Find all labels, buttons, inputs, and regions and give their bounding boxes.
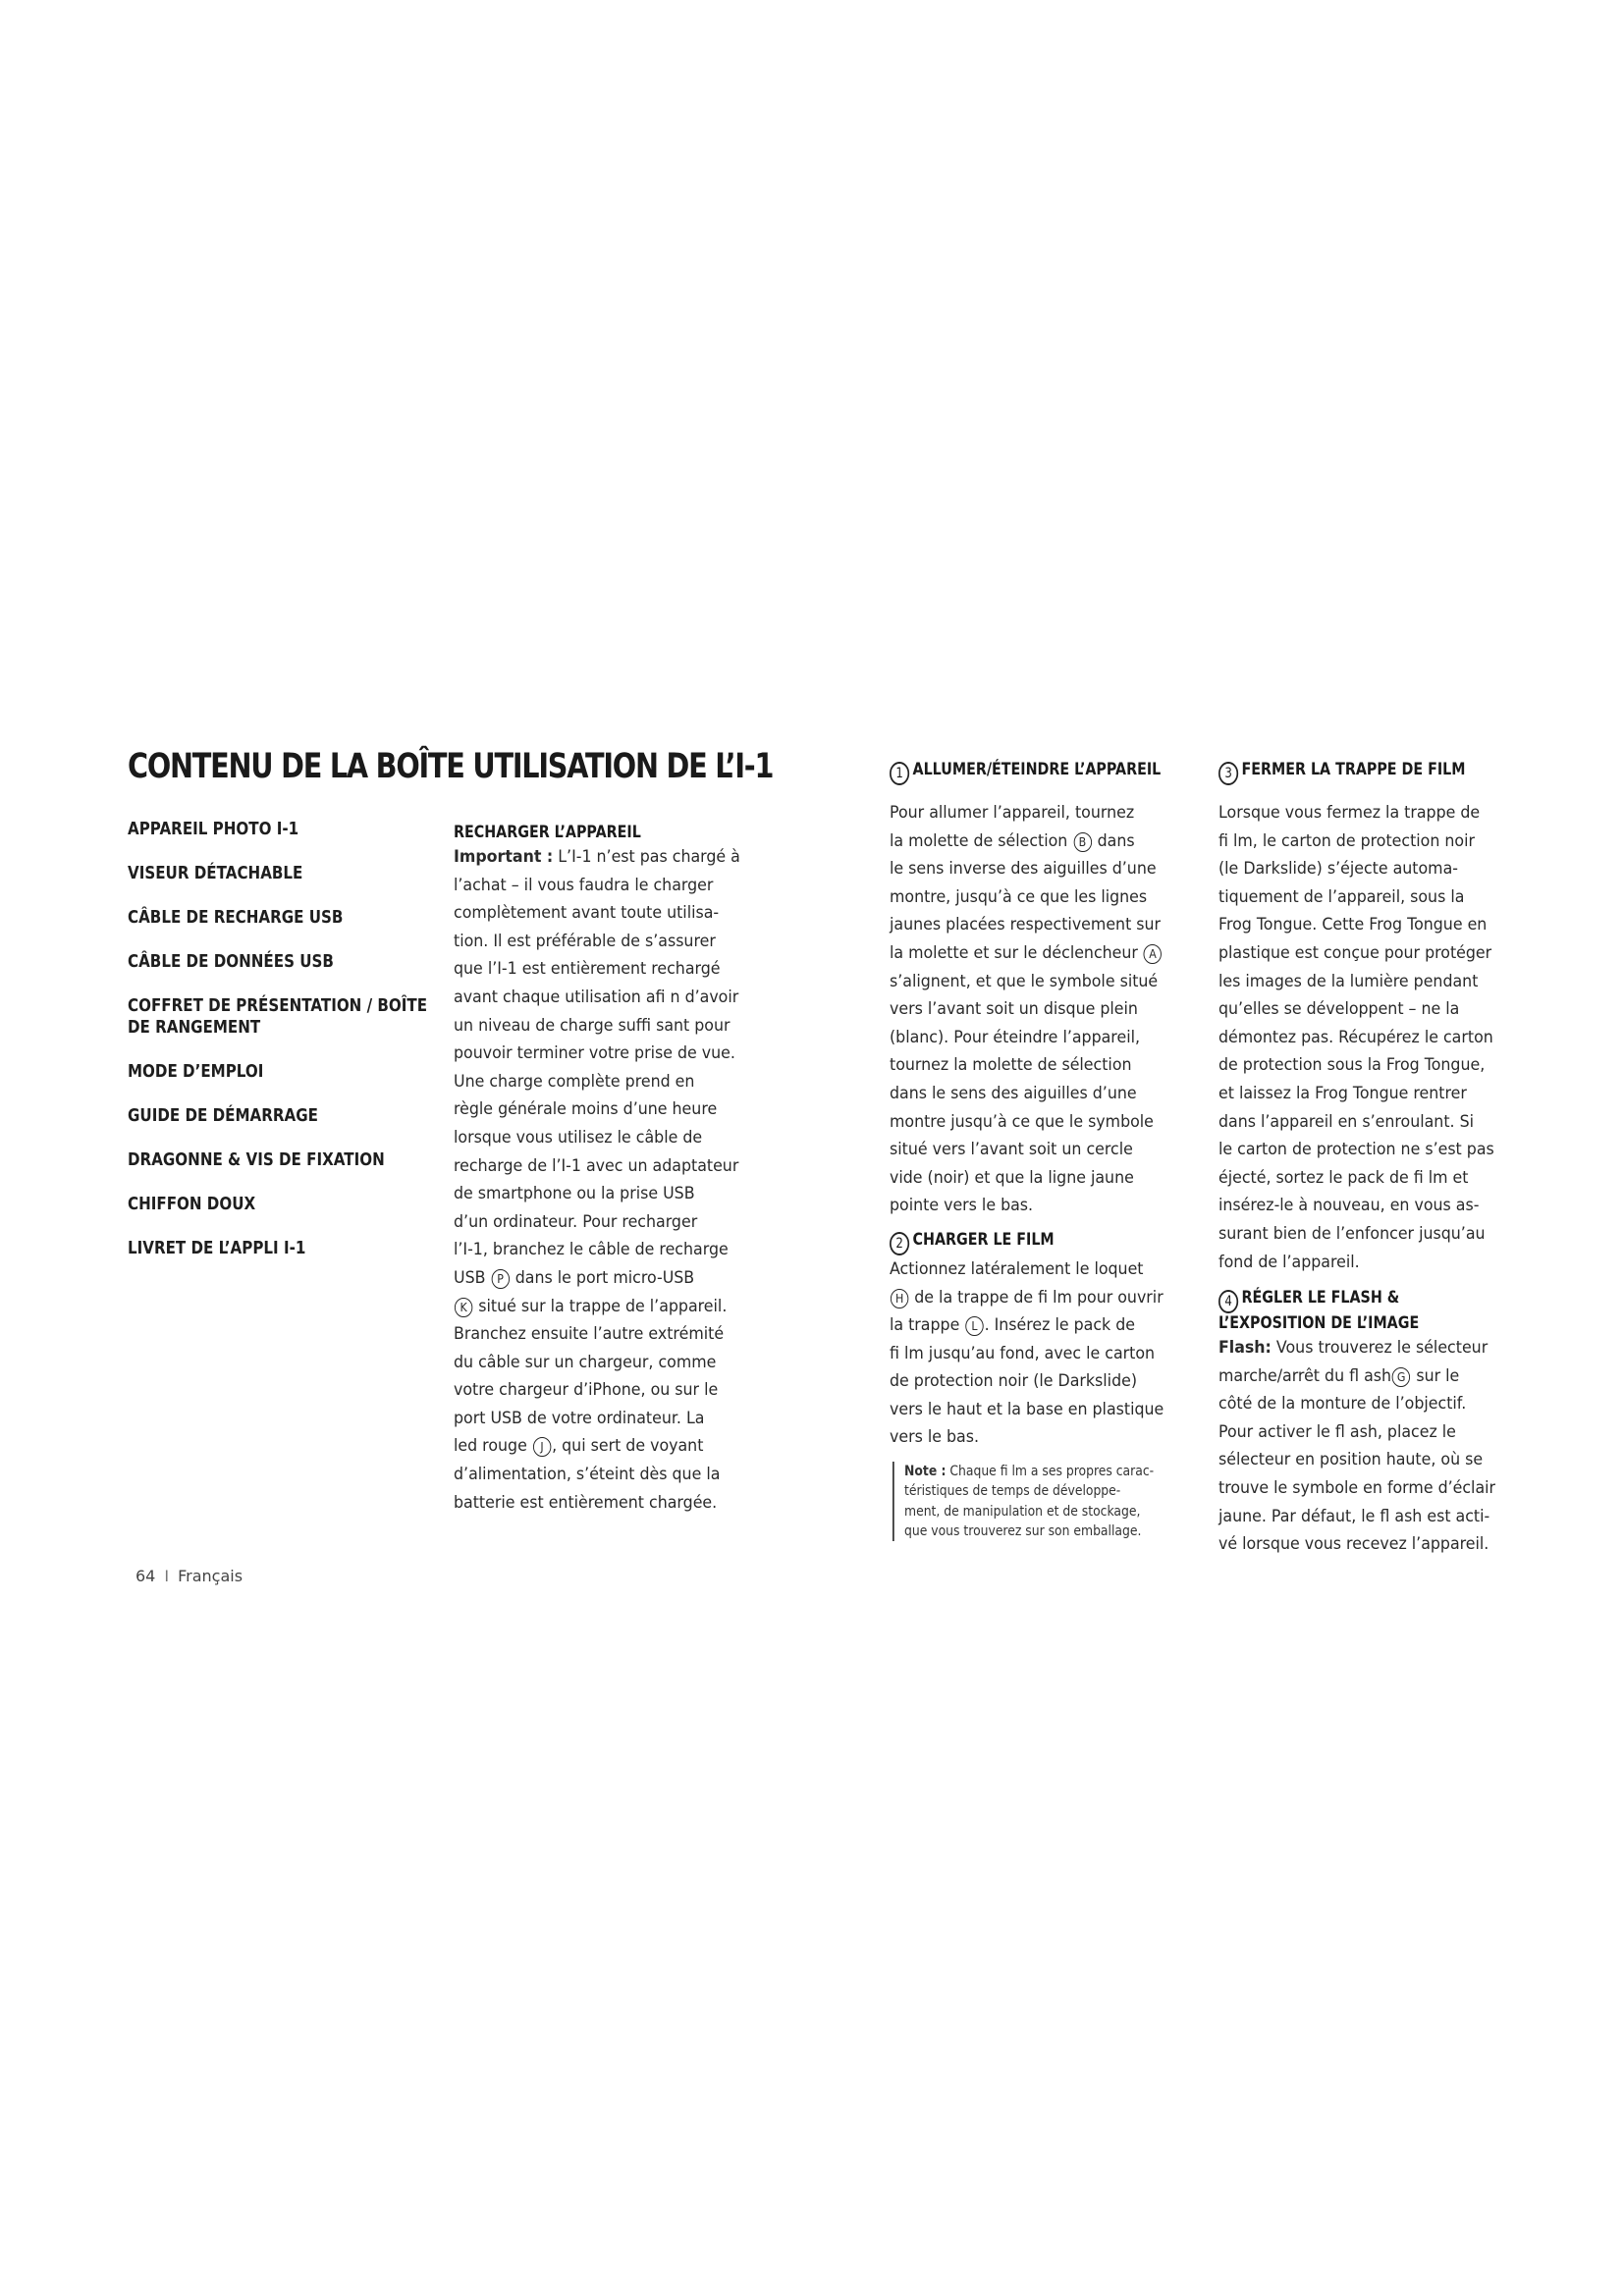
- box-item: VISEUR DÉTACHABLE: [128, 863, 303, 883]
- step-3-icon: 3: [1218, 762, 1238, 785]
- section1-text: Pour allumer l’appareil, tournez la molette de sélection B dans le sens inverse des aiguilles d’une montre, jusqu’à ce que les lignes jaunes placées respectivement sur la molette et sur le déclencheur A s’alignent, et que le symbole situé vers l’avant soit un disque plein (blanc). Pour éteindre l’appareil, tournez la molette de sélection dans le sens des aiguilles d’une montre jusqu’à ce que le symbole situé vers l’avant soit un cercle vide (noir) et que la ligne jaune pointe vers le bas.: [890, 803, 1162, 1216]
- box-item: CÂBLE DE RECHARGE USB: [128, 907, 344, 928]
- recharge-title: RECHARGER L’APPAREIL: [454, 823, 641, 842]
- ref-k-icon: K: [455, 1298, 472, 1317]
- step-2-icon: 2: [890, 1232, 909, 1255]
- ref-l-icon: L: [965, 1316, 983, 1336]
- ref-g-icon: G: [1392, 1367, 1410, 1387]
- box-item: CÂBLE DE DONNÉES USB: [128, 951, 334, 972]
- box-contents-list: [128, 819, 428, 1282]
- footer-separator: I: [164, 1567, 170, 1585]
- page-heading: CONTENU DE LA BOÎTE UTILISATION DE L’I-1: [128, 747, 774, 786]
- step-1-icon: 1: [890, 762, 909, 785]
- important-label: Important :: [454, 847, 554, 867]
- page-number: 64: [135, 1567, 156, 1585]
- flash-label: Flash:: [1218, 1338, 1272, 1359]
- note-label: Note :: [904, 1464, 947, 1480]
- film-note: Note : Chaque fi lm a ses propres carac- téristiques de temps de développe- ment, de manipulation et de stockage, que vous trouverez sur son emballage.: [893, 1462, 1191, 1541]
- section4-title: 4 RÉGLER LE FLASH & L’EXPOSITION DE L’IMAGE: [1218, 1288, 1420, 1334]
- sections-3-4: [1218, 760, 1523, 1559]
- section3-title: 3 FERMER LA TRAPPE DE FILM: [1218, 760, 1474, 785]
- section2-title: 2 CHARGER LE FILM: [890, 1230, 1137, 1255]
- section3-text: Lorsque vous fermez la trappe de fi lm, le carton de protection noir (le Darkslide) s’éjecte automa- tiquement de l’appareil, sous la Frog Tongue. Cette Frog Tongue en plastique est conçue pour protéger les images de la lumière pendant qu’elles se développent – ne la démontez pas. Récupérez le carton de protection sous la Frog Tongue, et laissez la Frog Tongue rentrer dans l’appareil en s’enroulant. Si le carton de protection ne s’est pas éjecté, sortez le pack de fi lm et insérez-le à nouveau, en vous as- surant bien de l’enfoncer jusqu’au fond de l’appareil.: [1218, 803, 1494, 1272]
- footer-language: Français: [178, 1567, 244, 1585]
- box-item: GUIDE DE DÉMARRAGE: [128, 1105, 318, 1126]
- box-item: CHIFFON DOUX: [128, 1194, 256, 1214]
- ref-a-icon: A: [1144, 944, 1162, 964]
- box-item: MODE D’EMPLOI: [128, 1061, 264, 1082]
- box-item: DRAGONNE & VIS DE FIXATION: [128, 1149, 385, 1170]
- box-item: COFFRET DE PRÉSENTATION / BOÎTE DE RANGEMENT: [128, 995, 428, 1038]
- recharge-text: Important : L’I-1 n’est pas chargé à l’achat – il vous faudra le charger complètement avant toute utilisa- tion. Il est préférable de s’assurer que l’I-1 est entièrement rechargé avant chaque utilisation afi n d’avoir un niveau de charge suffi sant pour pouvoir terminer votre prise de vue. Une charge complète prend en règle générale moins d’une heure lorsque vous utilisez le câble de recharge de l’I-1 avec un adaptateur de smartphone ou la prise USB d’un ordinateur. Pour recharger l’I-1, branchez le câble de recharge USB P dans le port micro-USB K situé sur la trappe de l’appareil. Branchez ensuite l’autre extrémité du câble sur un chargeur, comme votre chargeur d’iPhone, ou sur le port USB de votre ordinateur. La led rouge J , qui sert de voyant d’alimentation, s’éteint dès que la batterie est entièrement chargée.: [454, 847, 740, 1513]
- ref-j-icon: J: [533, 1437, 551, 1457]
- page-footer: [135, 1567, 243, 1585]
- section2-text: Actionnez latéralement le loquet H de la trappe de fi lm pour ouvrir la trappe L . Insérez le pack de fi lm jusqu’au fond, avec le carton de protection noir (le Darkslide) vers le haut et la base en plastique vers le bas.: [890, 1258, 1164, 1448]
- step-4-icon: 4: [1218, 1290, 1238, 1313]
- box-item: LIVRET DE L’APPLI I-1: [128, 1238, 306, 1258]
- section1-title: 1 ALLUMER/ÉTEINDRE L’APPAREIL: [890, 760, 1137, 785]
- section4-text: Flash: Vous trouverez le sélecteur marche/arrêt du fl ash G sur le côté de la monture de l’objectif. Pour activer le fl ash, placez le sélecteur en position haute, où se trouve le symbole en forme d’éclair jaune. Par défaut, le fl ash est acti- vé lorsque vous recevez l’appareil.: [1218, 1338, 1496, 1555]
- sections-1-2: [890, 760, 1184, 1541]
- box-item: APPAREIL PHOTO I-1: [128, 819, 299, 839]
- recharge-section: [454, 823, 748, 1517]
- ref-h-icon: H: [891, 1289, 908, 1308]
- ref-b-icon: B: [1073, 832, 1091, 852]
- ref-p-icon: P: [491, 1269, 509, 1289]
